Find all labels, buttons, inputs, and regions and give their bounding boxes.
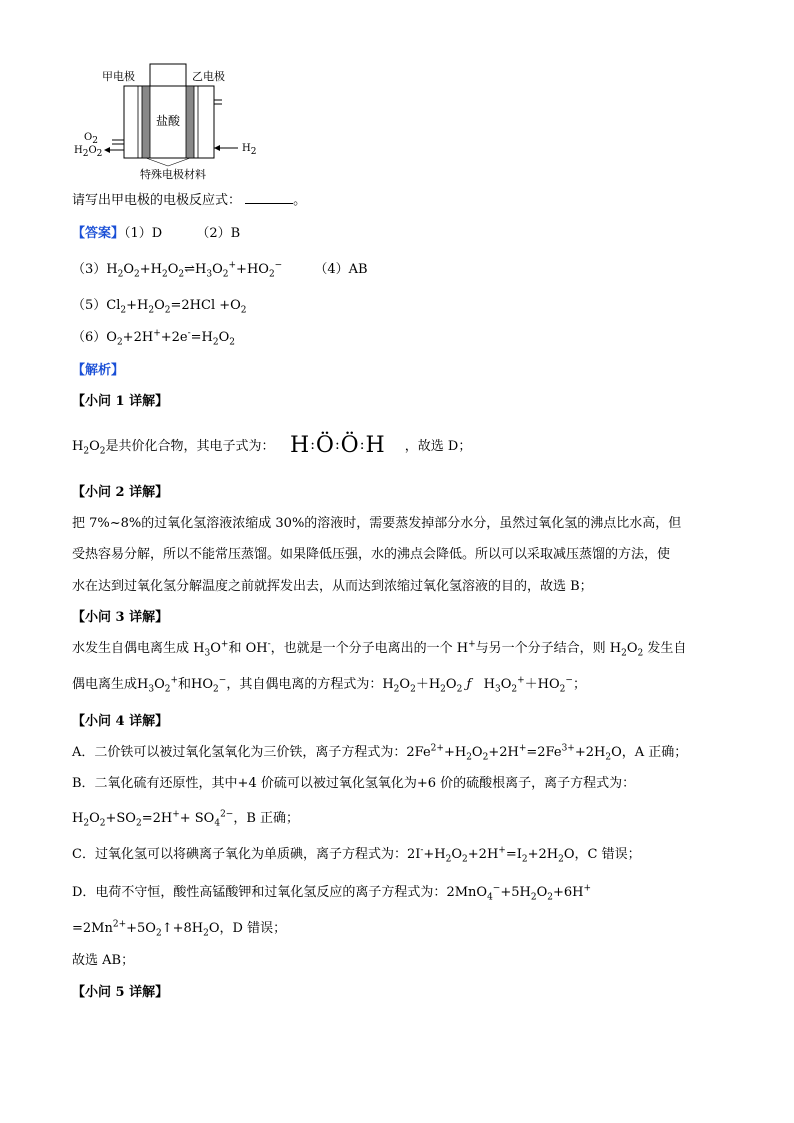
answer-line-6: $(6)O_2+2H^++2e^-=H_2O_2$ — [72, 328, 236, 348]
label-o2: $O_2$ — [84, 132, 98, 146]
q3-line-2: 偶电离生成$H_3O_2^+$和$HO_2^-$，其自偶电离的方程式为：$H_2O_2+H_2O_2$ ƒ $H_3O_2^++HO_2^-$； — [72, 675, 586, 695]
label-h2: $H_2$ — [242, 143, 257, 157]
label-yi-electrode: 乙电极 — [192, 70, 225, 83]
q4-option-c: C．过氧化氢可以将碘离子氧化为单质碘，离子方程式为：$2I^-+H_2O_2+2H^+=I_2+2H_2O$，C 错误； — [72, 845, 641, 865]
h2o2-lewis-structure: H:Ö:Ö:H — [290, 433, 386, 458]
answer-2: （2）B — [196, 226, 241, 241]
q1-title: 【小问 1 详解】 — [72, 394, 169, 409]
q2-line-3: 水在达到过氧化氢分解温度之前就挥发出去，从而达到浓缩过氧化氢溶液的目的，故选 B； — [72, 579, 593, 594]
question-line: 请写出甲电极的电极反应式： 。 — [72, 193, 307, 208]
answer-1: （1）D — [124, 226, 163, 241]
q4-title: 【小问 4 详解】 — [72, 714, 169, 729]
q4-option-d-2: $=2Mn^{2+}+5O_2↑+8H_2O$，D 错误； — [72, 919, 287, 939]
q4-option-b-1: B．二氧化硫有还原性，其中+4 价硫可以被过氧化氢氧化为+6 价的硫酸根离子，离子方程式为： — [72, 776, 636, 791]
answer-line-5: $(5)Cl_2+H_2O_2=2HCl +O_2$ — [72, 298, 247, 316]
label-jia-electrode: 甲电极 — [102, 70, 135, 83]
question-text: 请写出甲电极的电极反应式： — [72, 193, 242, 208]
answer-blank — [245, 203, 293, 204]
analysis-tag: 【解析】 — [72, 363, 125, 378]
answer-4: （4）AB — [314, 262, 368, 277]
q3-line-1: 水发生自偶电离生成 $H_3O^+$和 OH-，也就是一个分子电离出的一个 H+与另一个分子结合，则 $H_2O_2$ 发生自 — [72, 639, 687, 659]
q4-option-d-1: D．电荷不守恒，酸性高锰酸钾和过氧化氢反应的离子方程式为：$2MnO_4^-+5H_2O_2+6H^+$ — [72, 883, 592, 903]
q1-text: $H_2O_2$是共价化合物，其电子式为： ，故选 D； — [72, 439, 472, 457]
answer-tag: 【答案】 — [72, 226, 125, 241]
q5-title: 【小问 5 详解】 — [72, 985, 169, 1000]
q4-option-a: A．二价铁可以被过氧化氢氧化为三价铁，离子方程式为：$2Fe^{2+}+H_2O_2+2H^+=2Fe^{3+}+2H_2O$，A 正确； — [72, 743, 688, 763]
q2-title: 【小问 2 详解】 — [72, 485, 169, 500]
label-special-electrode: 特殊电极材料 — [140, 168, 206, 181]
answer-3: $(3)H_2O_2+H_2O_2\rightleftharpoons H_3O_2^++HO_2^-$ — [72, 260, 283, 280]
electrolysis-cell-diagram — [72, 62, 272, 182]
answer-line-1 — [72, 225, 240, 243]
answer-line-3 — [72, 261, 368, 279]
q3-title: 【小问 3 详解】 — [72, 610, 169, 625]
q4-conclusion: 故选 AB； — [72, 953, 135, 968]
label-h2o2: $H_2O_2$ — [74, 145, 103, 159]
q2-line-1: 把 7%~8%的过氧化氢溶液浓缩成 30%的溶液时，需要蒸发掉部分水分，虽然过氧化氢的沸点比水高，但 — [72, 516, 682, 531]
label-hydrochloric-acid: 盐酸 — [156, 114, 181, 128]
q4-option-b-2: $H_2O_2+SO_2=2H^++ SO_4^{2-}$，B 正确； — [72, 809, 300, 829]
q2-line-2: 受热容易分解，所以不能常压蒸馏。如果降低压强，水的沸点会降低。所以可以采取减压蒸馏的方法，使 — [72, 547, 671, 562]
